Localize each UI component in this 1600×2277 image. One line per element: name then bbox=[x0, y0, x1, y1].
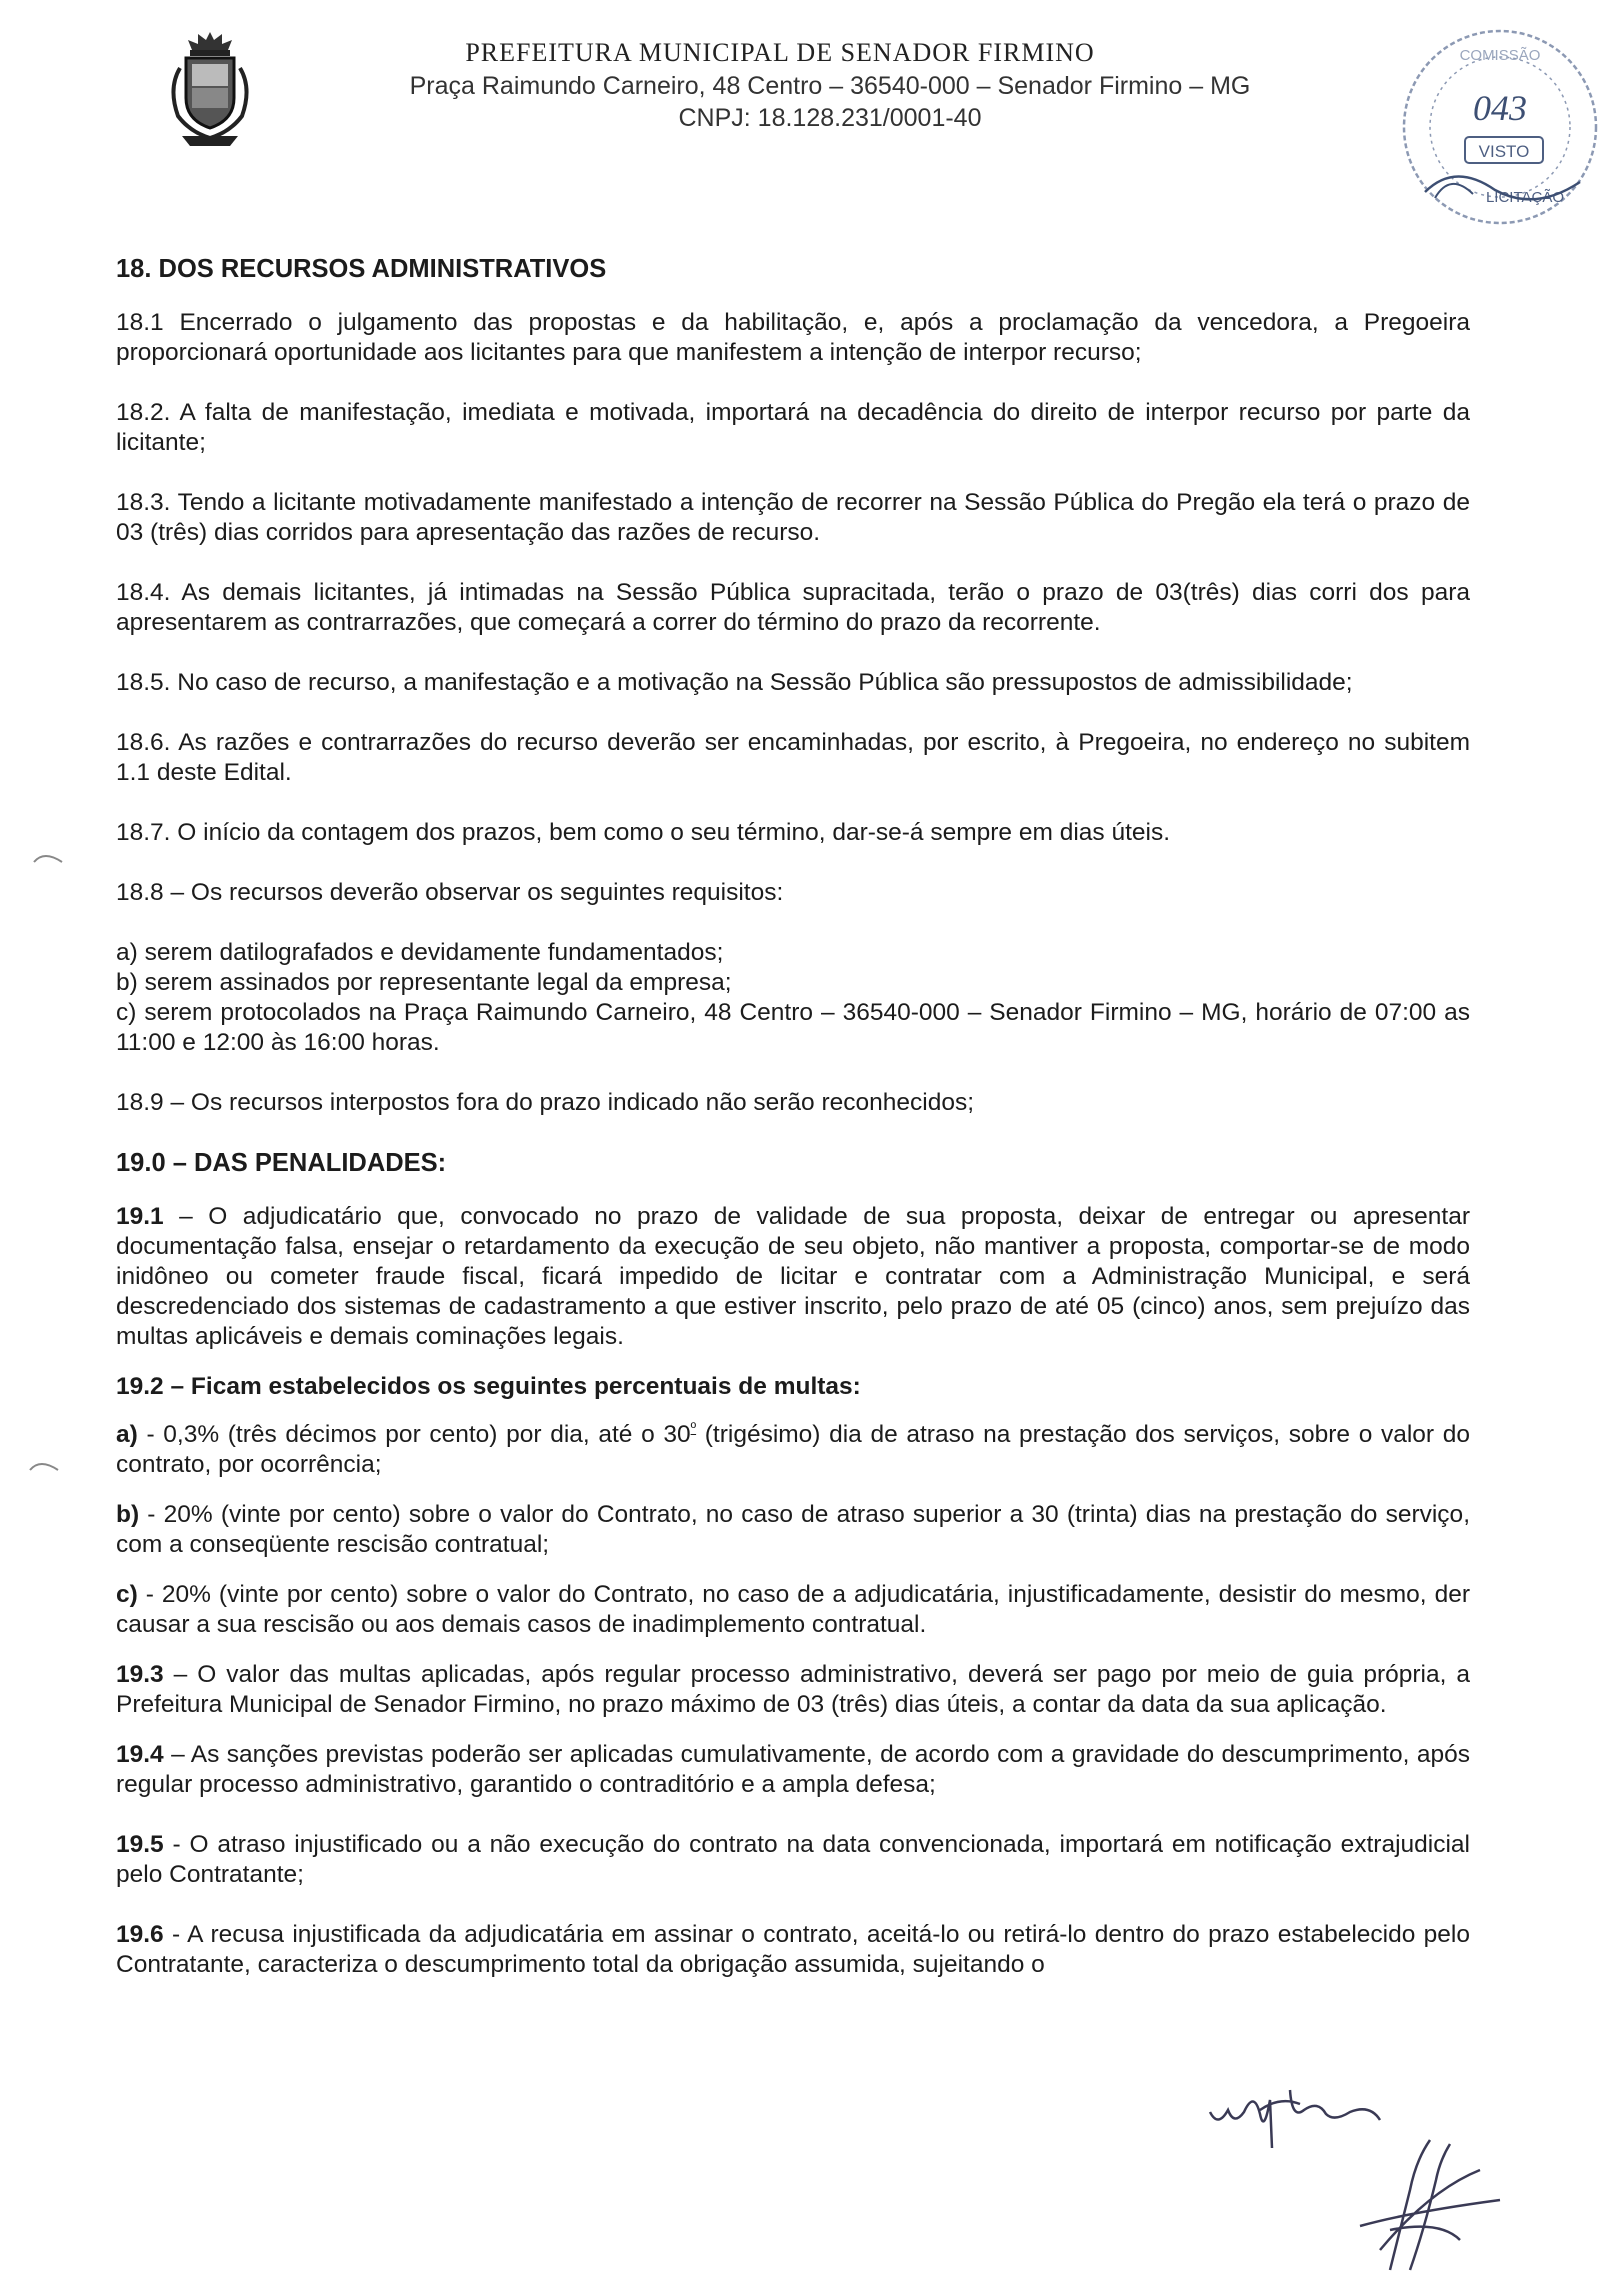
paragraph-19-3: 19.3 – O valor das multas aplicadas, após regular processo administrativo, deverá ser pago por meio de guia própria, a Prefeitura Municipal de Senador Firmino, no prazo máximo de 03 (três) dias úteis, a contar da data da sua aplicação. bbox=[116, 1661, 1470, 1719]
fine-c: c) - 20% (vinte por cento) sobre o valor do Contrato, no caso de a adjudicatária, injustificadamente, desistir do mesmo, der causar a sua rescisão ou aos demais casos de inadimplemento contratual. bbox=[116, 1581, 1470, 1639]
header-address: Praça Raimundo Carneiro, 48 Centro – 36540-000 – Senador Firmino – MG bbox=[409, 72, 1251, 100]
paragraph-19-5: 19.5 - O atraso injustificado ou a não execução do contrato na data convencionada, importará em notificação extrajudicial pelo Contratante; bbox=[116, 1831, 1470, 1889]
requirement-b: b) serem assinados por representante legal da empresa; bbox=[116, 969, 732, 996]
handwritten-initials-2 bbox=[1340, 2130, 1540, 2277]
fine-b: b) - 20% (vinte por cento) sobre o valor do Contrato, no caso de atraso superior a 30 (trinta) dias na prestação do serviço, com a conseqüente rescisão contratual; bbox=[116, 1501, 1470, 1559]
paragraph-18-9: 18.9 – Os recursos interpostos fora do prazo indicado não serão reconhecidos; bbox=[116, 1089, 975, 1116]
paragraph-18-1: 18.1 Encerrado o julgamento das propostas e da habilitação, e, após a proclamação da vencedora, a Pregoeira proporcionará oportunidade aos licitantes para que manifestem a intenção de interpor recurso; bbox=[116, 309, 1470, 366]
document-body bbox=[116, 250, 1470, 1980]
margin-mark-upper bbox=[32, 848, 66, 868]
section-18-heading: 18. DOS RECURSOS ADMINISTRATIVOS bbox=[116, 255, 607, 283]
paragraph-18-3: 18.3. Tendo a licitante motivadamente manifestado a intenção de recorrer na Sessão Pública do Pregão ela terá o prazo de 03 (três) dias corridos para apresentação das razões de recurso. bbox=[116, 489, 1470, 546]
svg-text:043: 043 bbox=[1473, 88, 1527, 128]
svg-text:LICITAÇÃO: LICITAÇÃO bbox=[1485, 189, 1565, 206]
paragraph-18-5: 18.5. No caso de recurso, a manifestação e a motivação na Sessão Pública são pressupostos de admissibilidade; bbox=[116, 669, 1353, 696]
svg-text:VISTO: VISTO bbox=[1478, 142, 1530, 161]
paragraph-19-4: 19.4 – As sanções previstas poderão ser aplicadas cumulativamente, de acordo com a gravidade do descumprimento, após regular processo administrativo, garantido o contraditório e a ampla defesa; bbox=[116, 1741, 1470, 1799]
item-number: 19.1 bbox=[116, 1203, 164, 1230]
page-header-title: PREFEITURA MUNICIPAL DE SENADOR FIRMINO bbox=[465, 38, 1095, 67]
paragraph-18-4: 18.4. As demais licitantes, já intimadas na Sessão Pública supracitada, terão o prazo de 03(três) dias corri dos para apresentarem as contrarrazões, que começará a correr do término do prazo da recorrente. bbox=[116, 579, 1470, 636]
header-cnpj: CNPJ: 18.128.231/0001-40 bbox=[678, 104, 982, 132]
section-19-heading: 19.0 – DAS PENALIDADES: bbox=[116, 1149, 447, 1177]
paragraph-18-6: 18.6. As razões e contrarrazões do recurso deverão ser encaminhadas, por escrito, à Pregoeira, no endereço no subitem 1.1 deste Edital. bbox=[116, 729, 1470, 786]
paragraph-19-1: 19.1 – O adjudicatário que, convocado no prazo de validade de sua proposta, deixar de entregar ou apresentar documentação falsa, ensejar o retardamento da execução de seu objeto, não mantiver a proposta, comportar-se de modo inidôneo ou cometer fraude fiscal, ficará impedido de licitar e contratar com a Administração Municipal, e será descredenciado dos sistemas de cadastramento a que estiver inscrito, pelo prazo de até 05 (cinco) anos, sem prejuízo das multas aplicáveis e demais cominações legais. bbox=[116, 1203, 1470, 1350]
paragraph-18-2: 18.2. A falta de manifestação, imediata e motivada, importará na decadência do direito de interpor recurso por parte da licitante; bbox=[116, 399, 1470, 456]
paragraph-18-7: 18.7. O início da contagem dos prazos, bem como o seu término, dar-se-á sempre em dias úteis. bbox=[116, 819, 1171, 846]
paragraph-18-8: 18.8 – Os recursos deverão observar os seguintes requisitos: bbox=[116, 879, 784, 906]
municipal-crest-logo bbox=[160, 28, 260, 153]
paragraph-19-2: 19.2 – Ficam estabelecidos os seguintes percentuais de multas: bbox=[116, 1373, 861, 1400]
fine-a: a) - 0,3% (três décimos por cento) por dia, até o $30^º$ (trigésimo) dia de atraso na prestação dos serviços, sobre o valor do contrato, por ocorrência; bbox=[116, 1420, 1470, 1479]
svg-text:COMISSÃO: COMISSÃO bbox=[1459, 47, 1541, 64]
requirement-c: c) serem protocolados na Praça Raimundo Carneiro, 48 Centro – 36540-000 – Senador Firmino – MG, horário de 07:00 as 11:00 e 12:00 às 16:00 horas. bbox=[116, 999, 1470, 1056]
margin-mark-lower bbox=[28, 1456, 62, 1476]
commission-stamp bbox=[1395, 22, 1600, 232]
requirement-a: a) serem datilografados e devidamente fundamentados; bbox=[116, 939, 724, 966]
paragraph-19-6: 19.6 - A recusa injustificada da adjudicatária em assinar o contrato, aceitá-lo ou retirá-lo dentro do prazo estabelecido pelo Contratante, caracteriza o descumprimento total da obrigação assumida, sujeitando o bbox=[116, 1921, 1470, 1979]
